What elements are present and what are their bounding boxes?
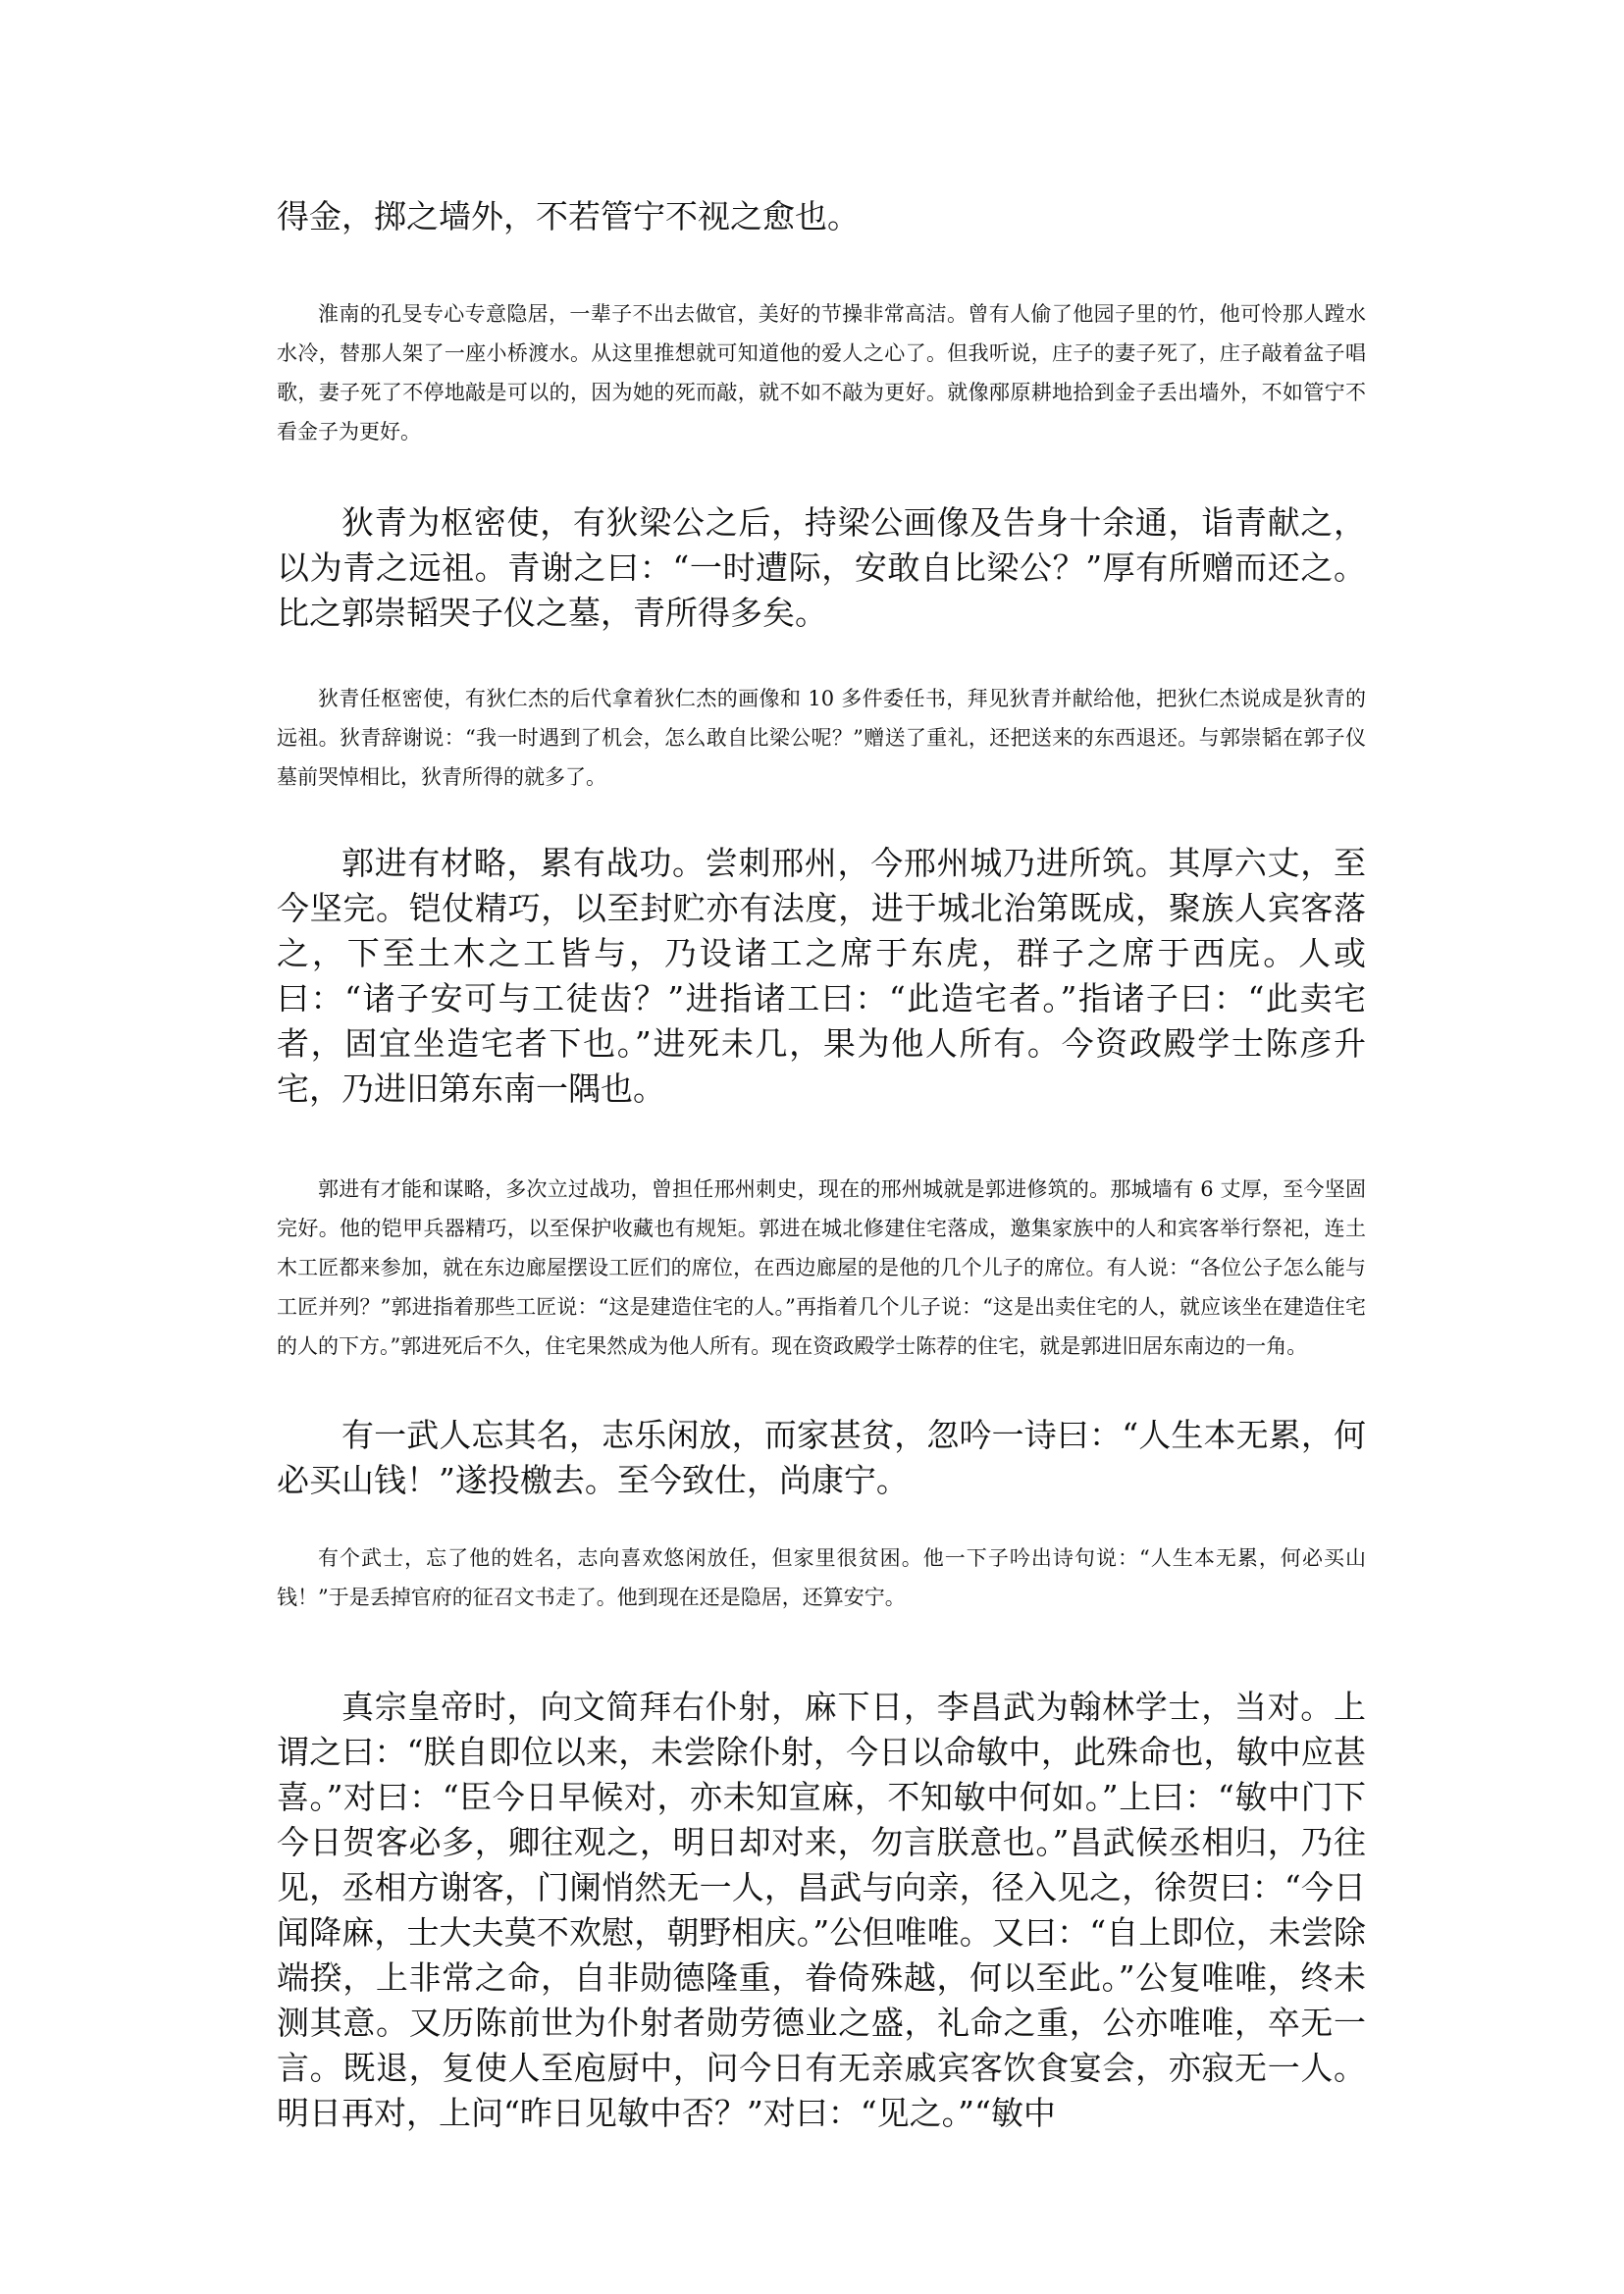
original-text-3 — [277, 841, 1366, 1112]
paragraph: 狄青为枢密使，有狄梁公之后，持梁公画像及告身十余通，诣青献之，以为青之远祖。青谢之曰：“一时遭际，安敢自比梁公？”厚有所赠而还之。比之郭崇韬哭子仪之墓，青所得多矣。 — [277, 503, 1366, 632]
translation-text-1 — [277, 294, 1366, 451]
paragraph: 淮南的孔旻专心专意隐居，一辈子不出去做官，美好的节操非常高洁。曾有人偷了他园子里的竹，他可怜那人蹚水水冷，替那人架了一座小桥渡水。从这里推想就可知道他的爱人之心了。但我听说，庄子的妻子死了，庄子敲着盆子唱歌，妻子死了不停地敲是可以的，因为她的死而敲，就不如不敲为更好。就像邴原耕地拾到金子丢出墙外，不如管宁不看金子为更好。 — [277, 302, 1366, 443]
paragraph: 有个武士，忘了他的姓名，志向喜欢悠闲放任，但家里很贫困。他一下子吟出诗句说：“人生本无累，何必买山钱！”于是丢掉官府的征召文书走了。他到现在还是隐居，还算安宁。 — [277, 1546, 1366, 1609]
translation-text-4 — [277, 1538, 1366, 1617]
original-text-4 — [277, 1413, 1366, 1503]
paragraph: 有一武人忘其名，志乐闲放，而家甚贫，忽吟一诗曰：“人生本无累，何必买山钱！”遂投檄去。至今致仕，尚康宁。 — [277, 1416, 1366, 1499]
translation-text-3 — [277, 1170, 1366, 1366]
original-text-2 — [277, 500, 1366, 636]
paragraph: 狄青任枢密使，有狄仁杰的后代拿着狄仁杰的画像和 10 多件委任书，拜见狄青并献给他，把狄仁杰说成是狄青的远祖。狄青辞谢说：“我一时遇到了机会，怎么敢自比梁公呢？”赠送了重礼，还把送来的东西退还。与郭崇韬在郭子仪墓前哭悼相比，狄青所得的就多了。 — [277, 687, 1366, 789]
translation-text-2 — [277, 679, 1366, 797]
paragraph: 得金，掷之墙外，不若管宁不视之愈也。 — [277, 197, 860, 235]
paragraph: 郭进有才能和谋略，多次立过战功，曾担任邢州刺史，现在的邢州城就是郭进修筑的。那城墙有 6 丈厚，至今坚固完好。他的铠甲兵器精巧，以至保护收藏也有规矩。郭进在城北修建住宅落成，邀集家族中的人和宾客举行祭祀，连土木工匠都来参加，就在东边廊屋摆设工匠们的席位，在西边廊屋的是他的几个儿子的席位。有人说：“各位公子怎么能与工匠并列？”郭进指着那些工匠说：“这是建造住宅的人。”再指着几个儿子说：“这是出卖住宅的人，就应该坐在建造住宅的人的下方。”郭进死后不久，住宅果然成为他人所有。现在资政殿学士陈荐的住宅，就是郭进旧居东南边的一角。 — [277, 1177, 1366, 1358]
original-text-1 — [277, 194, 1366, 239]
paragraph: 郭进有材略，累有战功。尝刺邢州，今邢州城乃进所筑。其厚六丈，至今坚完。铠仗精巧，以至封贮亦有法度，进于城北治第既成，聚族人宾客落之，下至土木之工皆与，乃设诸工之席于东虎，群子之席于西庑。人或曰：“诸子安可与工徒齿？”进指诸工曰：“此造宅者。”指诸子曰：“此卖宅者，固宜坐造宅者下也。”进死未几，果为他人所有。今资政殿学士陈彦升宅，乃进旧第东南一隅也。 — [277, 844, 1366, 1108]
original-text-5 — [277, 1685, 1366, 2136]
paragraph: 真宗皇帝时，向文简拜右仆射，麻下日，李昌武为翰林学士，当对。上谓之曰：“朕自即位以来，未尝除仆射，今日以命敏中，此殊命也，敏中应甚喜。”对曰：“臣今日早候对，亦未知宣麻，不知敏中何如。”上曰：“敏中门下今日贺客必多，卿往观之，明日却对来，勿言朕意也。”昌武候丞相归，乃往见，丞相方谢客，门阑悄然无一人，昌武与向亲，径入见之，徐贺曰：“今日闻降麻，士大夫莫不欢慰，朝野相庆。”公但唯唯。又曰：“自上即位，未尝除端揆，上非常之命，自非勋德隆重，眷倚殊越，何以至此。”公复唯唯，终未测其意。又历陈前世为仆射者勋劳德业之盛，礼命之重，公亦唯唯，卒无一言。既退，复使人至庖厨中，问今日有无亲戚宾客饮食宴会，亦寂无一人。明日再对，上问“昨日见敏中否？”对曰：“见之。”“敏中 — [277, 1688, 1366, 2132]
